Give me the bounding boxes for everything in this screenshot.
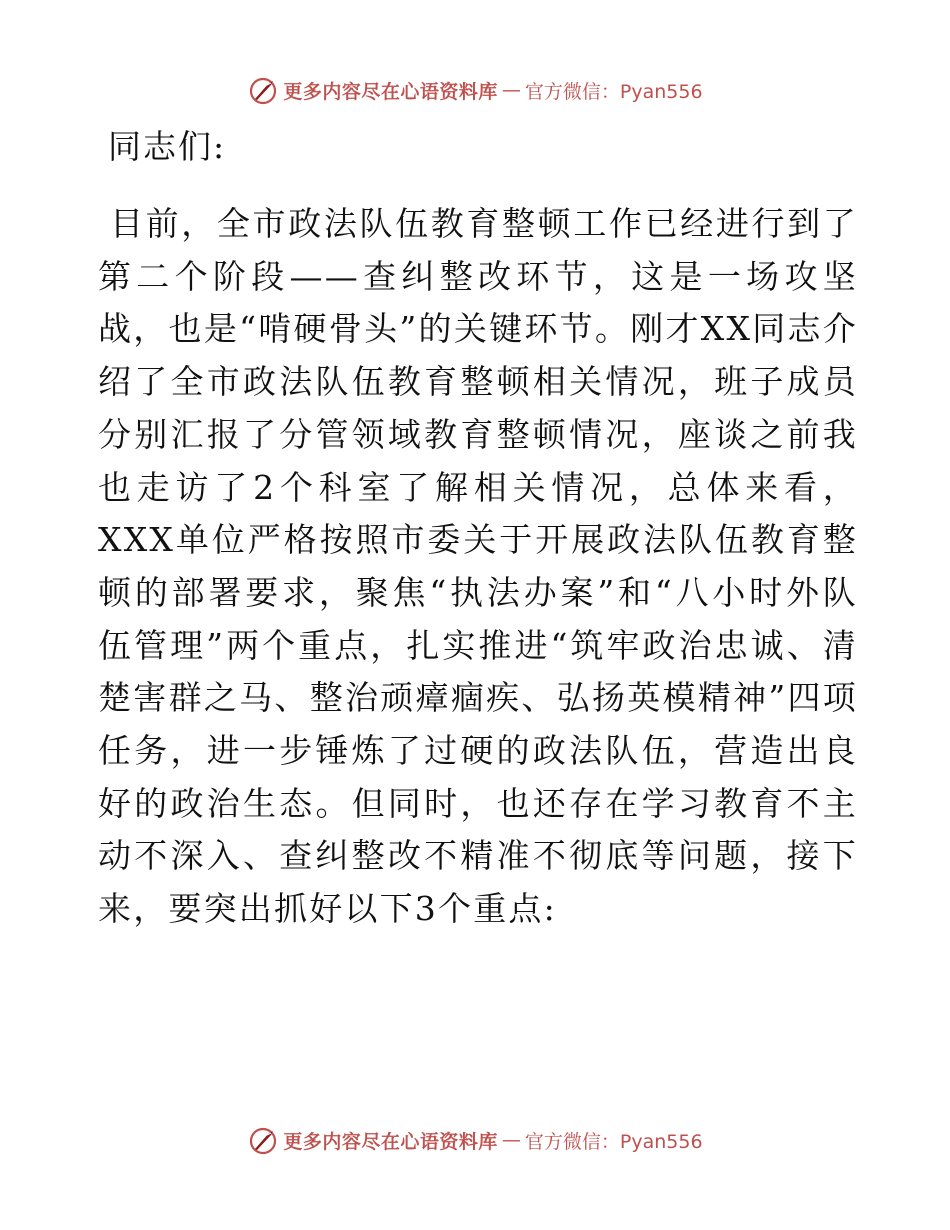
footer-banner-wechat: 官方微信：Pyan556 — [524, 1130, 703, 1153]
footer-banner-text: 更多内容尽在心语资料库 — [283, 1130, 498, 1153]
header-banner — [0, 70, 950, 110]
header-banner-separator: — — [501, 79, 521, 101]
quill-pen-logo-icon — [247, 1124, 279, 1156]
header-banner-wechat: 官方微信：Pyan556 — [524, 80, 703, 103]
quill-pen-logo-icon — [247, 74, 279, 106]
footer-banner-separator: — — [501, 1129, 521, 1151]
body-paragraph: 目前，全市政法队伍教育整顿工作已经进行到了第二个阶段——查纠整改环节，这是一场攻坚战，也是“啃硬骨头”的关键环节。刚才XX同志介绍了全市政法队伍教育整顿相关情况，班子成员分别汇报了分管领域教育整顿情况，座谈之前我也走访了2个科室了解相关情况，总体来看，XXX单位严格按照市委关于开展政法队伍教育整顿的部署要求，聚焦“执法办案”和“八小时外队伍管理”两个重点，扎实推进“筑牢政治忠诚、清楚害群之马、整治顽瘴痼疾、弘扬英模精神”四项任务，进一步锤炼了过硬的政法队伍，营造出良好的政治生态。但同时，也还存在学习教育不主动不深入、查纠整改不精准不彻底等问题，接下来，要突出抓好以下3个重点: — [98, 204, 858, 929]
salutation: 同志们: — [108, 127, 227, 166]
footer-banner — [0, 1120, 950, 1160]
header-banner-text: 更多内容尽在心语资料库 — [283, 80, 498, 103]
